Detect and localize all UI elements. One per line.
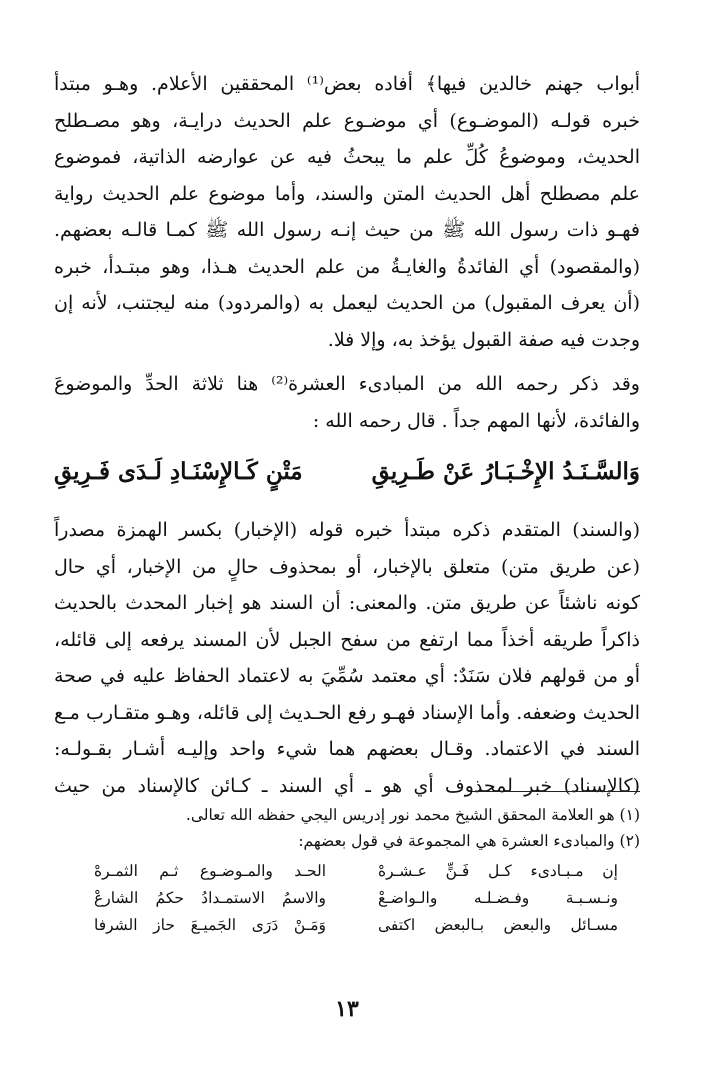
footnote-2: (٢) والمبادىء العشرة هي المجموعة في قول بعضهم:: [298, 832, 640, 850]
text-line: الحديث وضعفه. وأما الإسناد فهـو رفع الحـديث إلى قائله، وهـو متقـارب مـع: [54, 701, 640, 724]
page-number: ١٣: [335, 996, 359, 1022]
footnote-1: (١) هو العلامة المحقق الشيخ محمد نور إدريس اليجي حفظه الله تعالى.: [185, 806, 640, 824]
poem-first-hemistich: ونـسـبـة وفـضـلـه والـواضـعْ: [378, 889, 618, 907]
poem-second-hemistich: الحـد والمـوضـوع ثـم الثمـرهْ: [94, 862, 326, 880]
poem-line: [54, 912, 618, 939]
text-line: الحديث، وموضوعُ كُلِّ علم ما يبحثُ فيه عن عوارضه الذاتية، فموضوع: [54, 146, 640, 168]
footnote-divider: [472, 791, 640, 792]
text-line: أو من قولهم فلان سَنَدٌ: أي معتمد سُمِّيَ به لاعتماد الحفاظ عليه في صحة: [54, 665, 640, 687]
poem-line: [54, 885, 618, 912]
text-line: وقد ذكر رحمه الله من المبادىء العشرة⁽²⁾ هنا ثلاثة الحدِّ والموضوعَ: [54, 373, 640, 395]
text-line: (كالإسناد) خبر لمحذوف أي هو ـ أي السند ـ كـائن كالإسناد من حيث: [54, 774, 640, 797]
commentary-paragraph-1: [54, 66, 640, 358]
poem-second-hemistich: والاسمُ الاستمـدادُ حكمُ الشارعْ: [94, 889, 326, 907]
poem-verse: [54, 458, 640, 502]
commentary-paragraph-3: [54, 512, 640, 804]
text-line: فهـو ذات رسول الله ﷺ من حيث إنـه رسول الله ﷺ كمـا قالـه بعضهم.: [54, 219, 640, 241]
text-line: والفائدة، لأنها المهم جداً . قال رحمه الله :: [312, 409, 640, 432]
text-line: ذاكراً طريقه أخذاً مما ارتفع من سفح الجبل لأن المسند يرفعه إلى قائله،: [54, 628, 640, 651]
text-line: علم مصطلح أهل الحديث المتن والسند، وأما موضوع علم الحديث رواية: [54, 182, 640, 205]
text-line: (عن طريق متن) متعلق بالإخبار، أو بمحذوف حالٍ من الإخبار، أي حال: [54, 555, 640, 578]
verse-first-hemistich: وَالسَّـنَـدُ الإِخْـبَـارُ عَنْ طَـرِيقِ: [371, 458, 640, 485]
text-line: (أن يعرف المقبول) من الحديث ليعمل به (والمردود) منه ليجتنب، لأنه إن: [54, 292, 640, 314]
text-line: (والسند) المتقدم ذكره مبتدأ خبره قوله (الإخبار) بكسر الهمزة مصدراً: [54, 519, 640, 541]
poem-first-hemistich: مسـائل والبعض بـالبعض اكتفى: [378, 916, 618, 934]
verse-second-hemistich: مَتْنٍ كَـالإِسْنَـادِ لَـدَى فَـرِيقِ: [54, 458, 303, 485]
commentary-paragraph-2: [54, 366, 640, 439]
text-line: كونه ناشئاً عن طريق متن. والمعنى: أن السند هو إخبار المحدث بالحديث: [54, 592, 640, 614]
poem-second-hemistich: وَمَـنْ دَرَى الجَميـعَ حاز الشرفا: [94, 916, 326, 934]
poem-line: [54, 858, 618, 885]
text-line: السند في الاعتماد. وقـال بعضهم هما شيء واحد وإليـه أشـار بقـولـه:: [54, 738, 640, 760]
poem-first-hemistich: إن مـبـادىء كـل فَـنٍّ عـشـرهْ: [378, 862, 618, 880]
text-line: أبواب جهنم خالدين فيها﴾ أفاده بعض⁽¹⁾ المحققين الأعلام. وهـو مبتدأ: [54, 73, 640, 95]
text-line: (والمقصود) أي الفائدةُ والغايـةُ من علم الحديث هـذا، وهو مبتـدأ، خبره: [54, 255, 640, 278]
footnote-poem: [54, 858, 618, 939]
book-page: [54, 66, 640, 1026]
text-line: وجدت فيه صفة القبول يؤخذ به، وإلا فلا.: [327, 328, 640, 351]
text-line: خبره قولـه (الموضـوع) أي موضـوع علم الحديث درايـة، وهو مصـطلح: [54, 109, 640, 132]
